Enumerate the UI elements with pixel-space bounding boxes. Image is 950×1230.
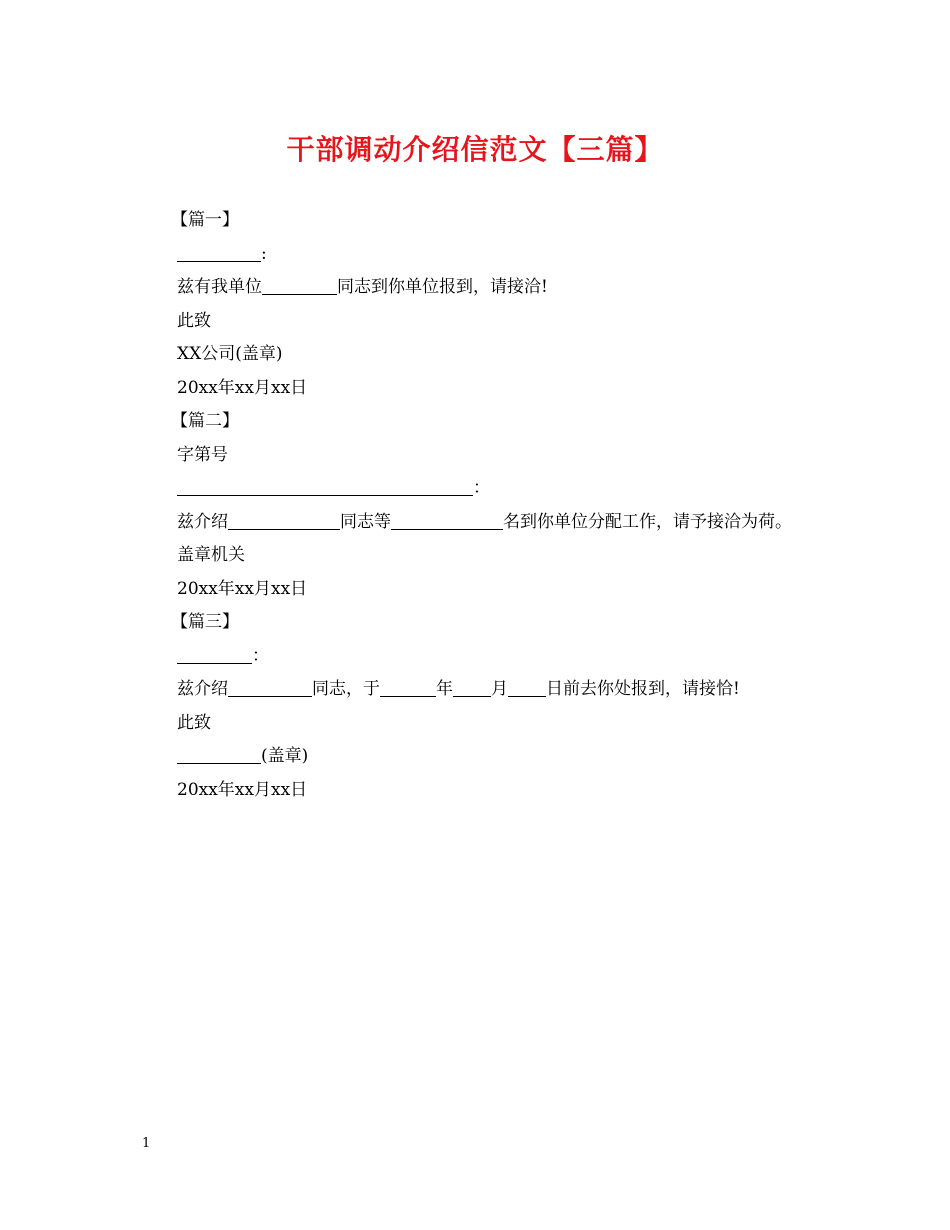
page-number: 1 xyxy=(142,1136,151,1151)
blank-field[interactable] xyxy=(391,509,503,530)
body-text: 同志，于 xyxy=(312,679,380,699)
section-heading: 【篇三】 xyxy=(171,612,239,632)
blank-field[interactable] xyxy=(177,643,252,664)
section-heading: 【篇一】 xyxy=(171,210,239,230)
sender-line xyxy=(177,740,877,774)
date-line: 20xx年xx月xx日 xyxy=(177,377,308,398)
closing-line: 此致 xyxy=(177,310,211,331)
sender-line: 盖章机关 xyxy=(177,545,245,565)
colon: : xyxy=(261,243,267,264)
sender-suffix: (盖章) xyxy=(261,746,309,766)
body-text: 兹介绍 xyxy=(177,679,228,699)
salutation-line xyxy=(177,238,877,272)
colon: ： xyxy=(473,478,490,498)
blank-field[interactable] xyxy=(453,676,491,697)
body-text: 名到你单位分配工作，请予接洽为荷。 xyxy=(503,511,792,532)
closing-line: 此致 xyxy=(177,712,211,733)
blank-field[interactable] xyxy=(262,274,337,295)
body-text: 同志等 xyxy=(340,511,391,532)
body-text: 同志到你单位报到，请接洽! xyxy=(337,277,548,297)
page-title: 干部调动介绍信范文【三篇】 xyxy=(286,133,664,166)
blank-field[interactable] xyxy=(177,241,261,262)
body-text: 日前去你处报到，请接恰! xyxy=(546,679,740,699)
salutation-line xyxy=(177,640,877,674)
body-text: 月 xyxy=(491,679,508,699)
blank-field[interactable] xyxy=(177,475,473,496)
salutation-line xyxy=(177,472,877,506)
blank-field[interactable] xyxy=(380,676,436,697)
body-text: 兹介绍 xyxy=(177,511,228,532)
blank-field[interactable] xyxy=(228,676,312,697)
document-body xyxy=(171,204,877,807)
body-text: 年 xyxy=(436,679,453,699)
body-line xyxy=(177,506,877,540)
date-line: 20xx年xx月xx日 xyxy=(177,578,308,599)
section-heading: 【篇二】 xyxy=(171,411,239,431)
sender-line: XX公司(盖章) xyxy=(177,344,283,364)
blank-field[interactable] xyxy=(177,743,261,764)
body-text: 兹有我单位 xyxy=(177,277,262,297)
date-line: 20xx年xx月xx日 xyxy=(177,779,308,800)
body-line xyxy=(177,271,877,305)
body-line xyxy=(177,673,877,707)
doc-number-line: 字第号 xyxy=(177,444,228,465)
colon: ： xyxy=(252,645,269,666)
blank-field[interactable] xyxy=(228,509,340,530)
blank-field[interactable] xyxy=(508,676,546,697)
